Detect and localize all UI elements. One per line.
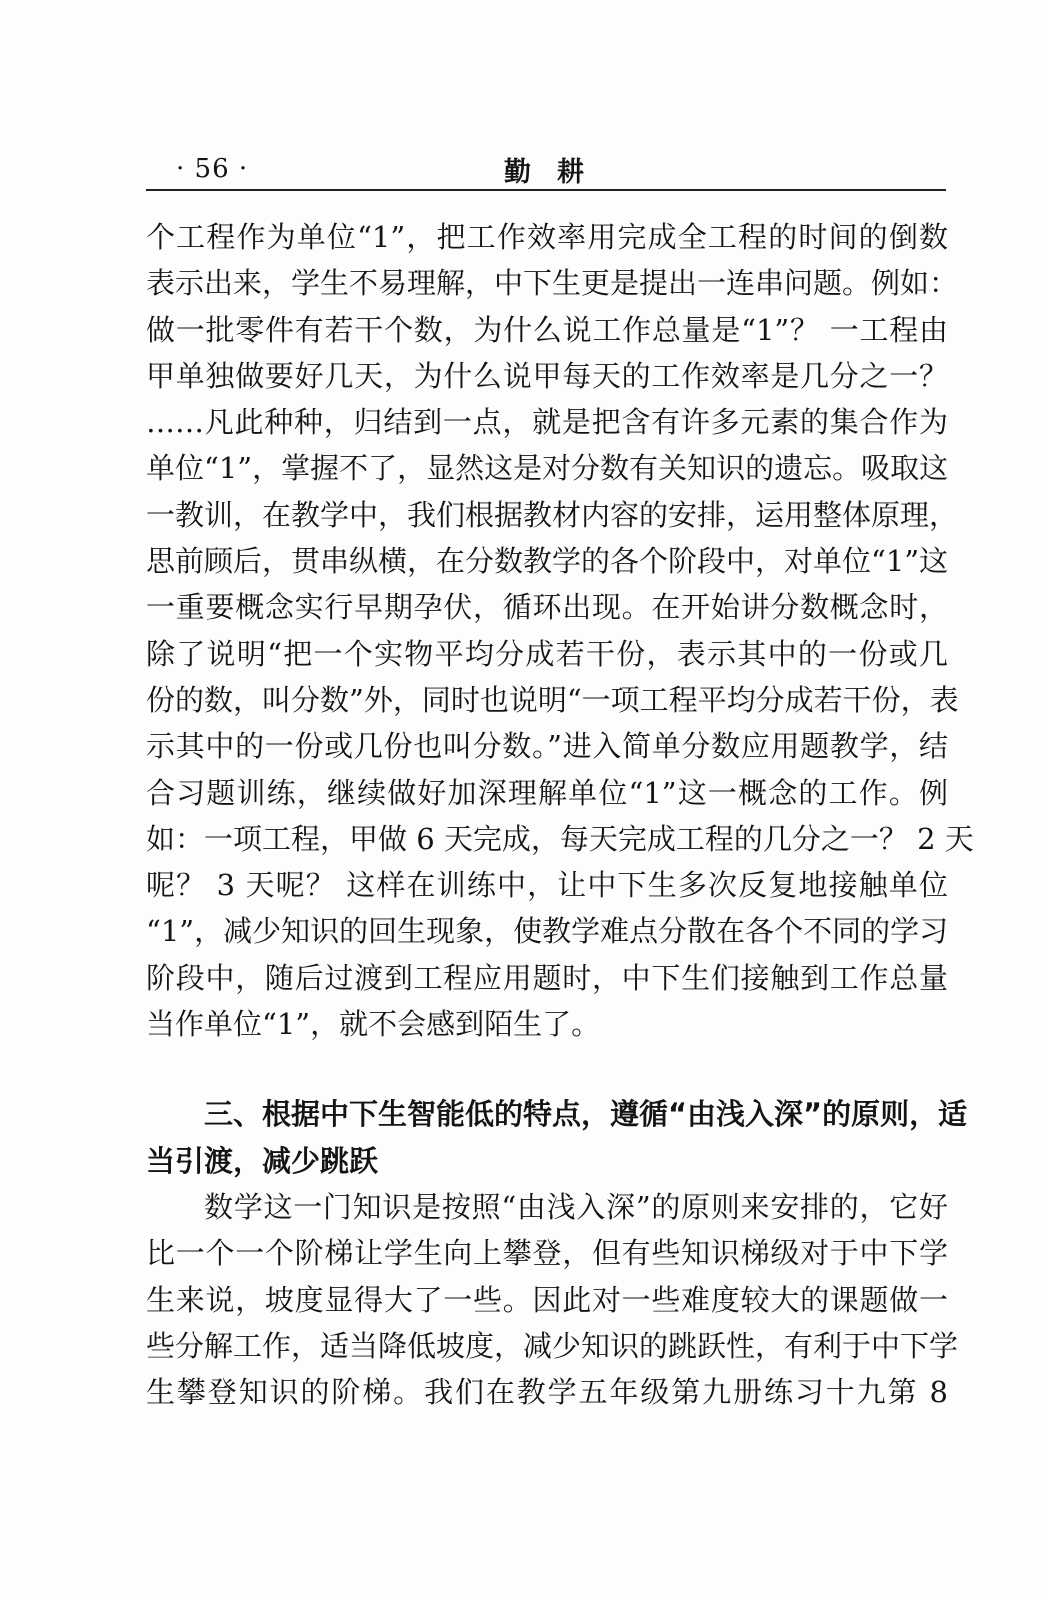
text-line: 当作单位“1”，就不会感到陌生了。 bbox=[146, 1007, 601, 1042]
text-line: 合习题训练，继续做好加深理解单位“1”这一概念的工作。例 bbox=[146, 775, 948, 810]
text-line: 单位“1”，掌握不了，显然这是对分数有关知识的遗忘。吸取这 bbox=[146, 451, 949, 486]
text-line: 生攀登知识的阶梯。我们在教学五年级第九册练习十九第 8 bbox=[146, 1375, 948, 1410]
heading-line: 三、根据中下生智能低的特点，遵循“由浅入深”的原则，适 bbox=[204, 1097, 968, 1132]
body-text bbox=[146, 214, 974, 1415]
text-line: 些分解工作，适当降低坡度，减少知识的跳跃性，有利于中下学 bbox=[146, 1328, 959, 1363]
text-line: 数学这一门知识是按照“由浅入深”的原则来安排的，它好 bbox=[204, 1189, 948, 1224]
section-heading bbox=[146, 1091, 968, 1184]
page-number: · 56 · bbox=[176, 154, 249, 184]
text-line: “1”，减少知识的回生现象，使教学难点分散在各个不同的学习 bbox=[146, 914, 949, 949]
paragraph-1 bbox=[146, 214, 974, 1047]
text-line: 甲单独做要好几天，为什么说甲每天的工作效率是几分之一？ bbox=[146, 358, 948, 393]
text-line: 份的数，叫分数”外，同时也说明“一项工程平均分成若干份，表 bbox=[146, 682, 959, 717]
text-line: 一重要概念实行早期孕伏，循环出现。在开始讲分数概念时， bbox=[146, 590, 948, 625]
text-line: 阶段中，随后过渡到工程应用题时，中下生们接触到工作总量 bbox=[146, 960, 948, 995]
text-line: 示其中的一份或几份也叫分数。”进入简单分数应用题教学，结 bbox=[146, 729, 948, 764]
text-line: 一教训，在教学中，我们根据教材内容的安排，运用整体原理， bbox=[146, 497, 959, 532]
text-line: ……凡此种种，归结到一点，就是把含有许多元素的集合作为 bbox=[146, 405, 948, 440]
text-line: 如：一项工程，甲做 6 天完成，每天完成工程的几分之一？ 2 天 bbox=[146, 821, 974, 856]
text-line: 做一批零件有若干个数，为什么说工作总量是“1”？ 一工程由 bbox=[146, 312, 948, 347]
page-header bbox=[146, 148, 946, 190]
text-line: 生来说，坡度显得大了一些。因此对一些难度较大的课题做一 bbox=[146, 1282, 948, 1317]
section-spacer bbox=[146, 1047, 948, 1091]
text-line: 呢？ 3 天呢？ 这样在训练中，让中下生多次反复地接触单位 bbox=[146, 868, 948, 903]
heading-line: 当引渡，减少跳跃 bbox=[146, 1143, 379, 1178]
paragraph-2 bbox=[146, 1184, 959, 1415]
text-line: 比一个一个阶梯让学生向上攀登，但有些知识梯级对于中下学 bbox=[146, 1236, 948, 1271]
running-title: 勤耕 bbox=[504, 157, 610, 188]
text-line: 个工程作为单位“1”，把工作效率用完成全工程的时间的倒数 bbox=[146, 220, 948, 254]
text-line: 表示出来，学生不易理解，中下生更是提出一连串问题。例如： bbox=[146, 266, 959, 301]
text-line: 思前顾后，贯串纵横，在分数教学的各个阶段中，对单位“1”这 bbox=[146, 544, 949, 579]
header-rule bbox=[146, 189, 946, 191]
text-line: 除了说明“把一个实物平均分成若干份，表示其中的一份或几 bbox=[146, 636, 948, 671]
